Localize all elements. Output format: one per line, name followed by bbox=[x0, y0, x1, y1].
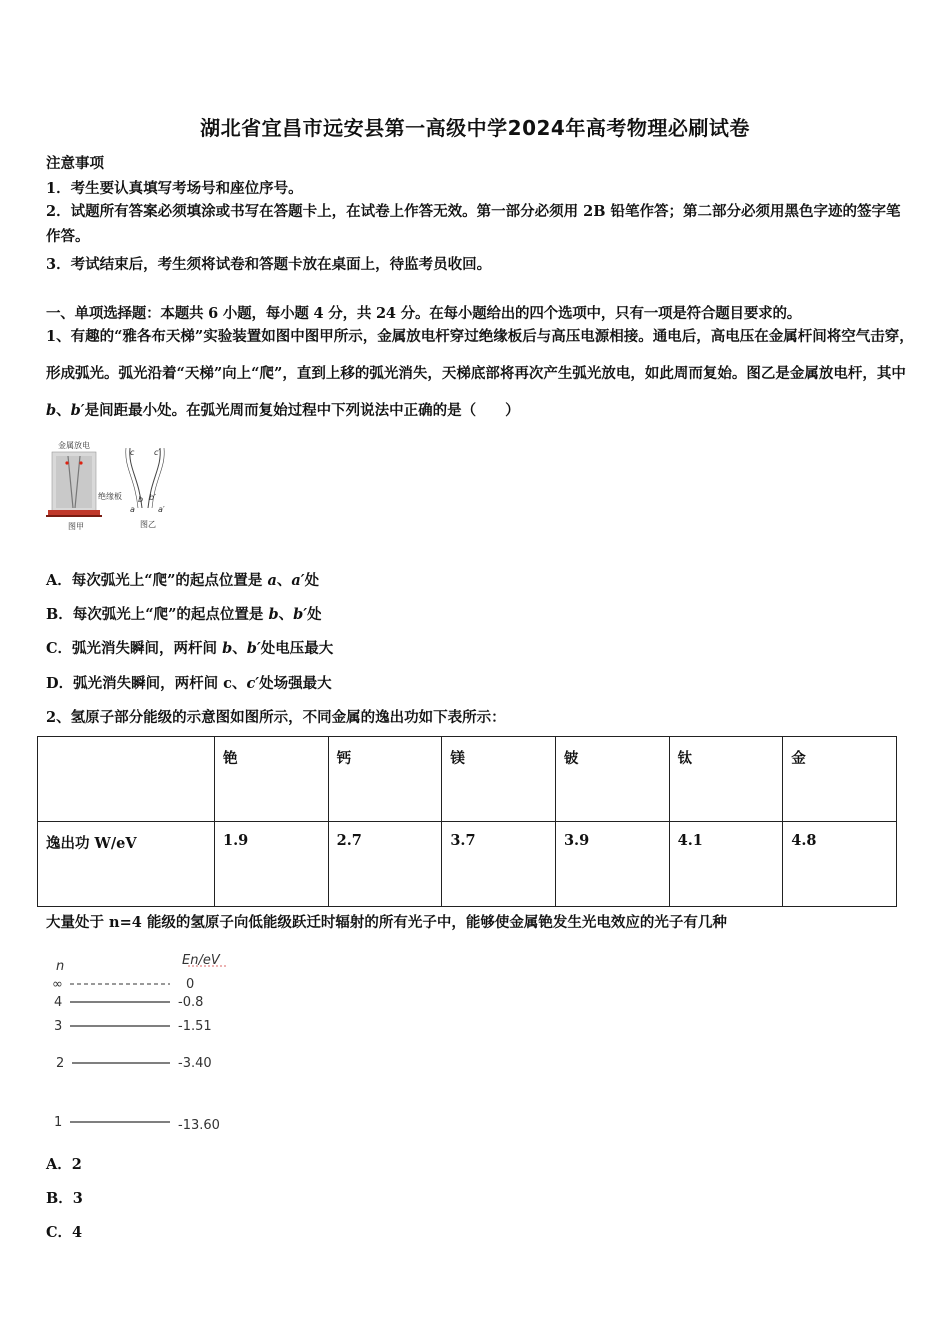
q1-option-d-text: D．弧光消失瞬间，两杆间 bbox=[46, 675, 224, 692]
label-c: c bbox=[130, 448, 135, 457]
q1-sep: 、 bbox=[56, 402, 71, 419]
level-n-1: 1 bbox=[54, 1115, 63, 1130]
q1-option-d-var2: c′ bbox=[246, 675, 260, 692]
table-row-label: 逸出功 W/eV bbox=[38, 822, 215, 907]
notice-item-1: 1．考生要认真填写考场号和座位序号。 bbox=[46, 180, 303, 197]
q1-option-d[interactable] bbox=[46, 672, 332, 693]
label-cprime: c′ bbox=[154, 448, 161, 457]
label-metal-rod: 金属放电 bbox=[58, 441, 90, 450]
notice-item-2: 2．试题所有答案必须填涂或书写在答题卡上，在试卷上作答无效。第一部分必须用 2B 铅笔作答；第二部分必须用黑色字迹的签字笔作答。 bbox=[46, 203, 901, 245]
spark-left bbox=[65, 461, 68, 464]
q1-option-c-text: C．弧光消失瞬间，两杆间 bbox=[46, 640, 223, 657]
table-cell: 4.1 bbox=[669, 822, 783, 907]
q1-option-c-post: 处电压最大 bbox=[260, 640, 334, 657]
section-heading: 一、单项选择题：本题共 6 小题，每小题 4 分，共 24 分。在每小题给出的四个选项中，只有一项是符合题目要求的。 bbox=[46, 305, 802, 322]
level-e-2: -3.40 bbox=[178, 1056, 212, 1071]
q1-option-a-var1: a bbox=[267, 572, 277, 589]
table-cell: 4.8 bbox=[783, 822, 897, 907]
label-aprime: a′ bbox=[158, 505, 165, 514]
table-header-cell: 金 bbox=[783, 737, 897, 822]
table-header-cell: 钛 bbox=[669, 737, 783, 822]
label-a: a bbox=[130, 505, 135, 514]
q1-option-a[interactable] bbox=[46, 569, 319, 590]
q1-var-b: b bbox=[46, 402, 57, 419]
q1-option-d-post: 处场强最大 bbox=[259, 675, 332, 692]
label-bprime: b′ bbox=[149, 493, 156, 502]
q1-option-c[interactable] bbox=[46, 637, 333, 658]
apparatus-inner bbox=[56, 456, 92, 508]
q1-option-b-text: B．每次弧光上“爬”的起点位置是 bbox=[46, 606, 269, 623]
level-e-4: -0.8 bbox=[178, 995, 204, 1010]
q1-option-c-var2: b′ bbox=[246, 640, 261, 657]
q1-option-c-var1: b bbox=[222, 640, 233, 657]
q1-option-b-sep: 、 bbox=[278, 606, 294, 623]
table-header-cell bbox=[38, 737, 215, 822]
q1-option-d-var1: c bbox=[223, 675, 232, 692]
table-header-row bbox=[38, 737, 897, 822]
table-header-cell: 铍 bbox=[555, 737, 669, 822]
jacobs-ladder-figure bbox=[44, 438, 174, 536]
level-n-inf: ∞ bbox=[52, 977, 63, 992]
level-n-2: 2 bbox=[56, 1056, 65, 1071]
rod-yi-left-outline bbox=[126, 448, 138, 508]
q1-text-part-a: 1、有趣的“雅各布天梯”实验装置如图中图甲所示，金属放电杆穿过绝缘板后与高压电源相接。通电后，高电压在金属杆间将空气击穿，形成弧光。弧光沿着“天梯”向上“爬”，直到上移的弧光消失，天梯底部将再次产生弧光放电，如此周而复始。图乙是金属放电杆，其中 bbox=[46, 328, 914, 382]
table-header-cell: 镁 bbox=[442, 737, 556, 822]
q1-var-bprime: b′ bbox=[70, 402, 85, 419]
table-row bbox=[38, 822, 897, 907]
q1-option-b-post: 处 bbox=[307, 606, 322, 623]
q1-option-d-sep: 、 bbox=[231, 675, 247, 692]
q1-option-b-var2: b′ bbox=[293, 606, 308, 623]
level-e-3: -1.51 bbox=[178, 1019, 212, 1034]
notice-item-3: 3．考试结束后，考生须将试卷和答题卡放在桌面上，待监考员收回。 bbox=[46, 256, 492, 273]
label-figure-yi: 图乙 bbox=[140, 520, 156, 529]
level-e-1: -13.60 bbox=[178, 1118, 220, 1133]
q2-option-a[interactable]: A．2 bbox=[46, 1156, 82, 1173]
q1-option-c-sep: 、 bbox=[232, 640, 247, 657]
notice-heading: 注意事项 bbox=[46, 155, 104, 172]
q2-option-b[interactable]: B．3 bbox=[46, 1190, 83, 1207]
page-title: 湖北省宜昌市远安县第一高级中学2024年高考物理必刷试卷 bbox=[200, 116, 750, 140]
q1-option-a-var2: a′ bbox=[291, 572, 305, 589]
table-cell: 3.9 bbox=[555, 822, 669, 907]
spark-right bbox=[79, 461, 82, 464]
table-cell: 1.9 bbox=[215, 822, 329, 907]
work-function-table bbox=[37, 736, 897, 907]
question-2-text: 大量处于 n=4 能级的氢原子向低能级跃迁时辐射的所有光子中，能够使金属铯发生光电效应的光子有几种 bbox=[46, 914, 727, 931]
axis-energy-label: En/eV bbox=[182, 953, 220, 968]
q1-option-a-post: 处 bbox=[304, 572, 320, 589]
label-figure-jia: 图甲 bbox=[68, 522, 84, 531]
table-header-cell: 钙 bbox=[328, 737, 442, 822]
axis-n-label: n bbox=[56, 959, 65, 974]
q1-option-a-sep: 、 bbox=[276, 572, 292, 589]
energy-level-diagram bbox=[46, 948, 246, 1138]
label-b: b bbox=[138, 495, 144, 504]
q1-text-part-b: 是间距最小处。在弧光周而复始过程中下列说法中正确的是（ ） bbox=[84, 402, 520, 419]
question-2-intro: 2、氢原子部分能级的示意图如图所示，不同金属的逸出功如下表所示： bbox=[46, 709, 506, 726]
level-n-4: 4 bbox=[54, 995, 63, 1010]
q1-option-b[interactable] bbox=[46, 603, 322, 624]
table-header-cell: 铯 bbox=[215, 737, 329, 822]
table-cell: 2.7 bbox=[328, 822, 442, 907]
q1-option-b-var1: b bbox=[268, 606, 279, 623]
board-base bbox=[46, 515, 102, 517]
level-e-inf: 0 bbox=[186, 977, 195, 992]
q2-option-c[interactable]: C．4 bbox=[46, 1224, 83, 1241]
question-1-text bbox=[46, 318, 916, 429]
label-insulating-board: 绝缘板 bbox=[98, 492, 122, 501]
q1-option-a-text: A．每次弧光上“爬”的起点位置是 bbox=[46, 572, 268, 589]
level-n-3: 3 bbox=[54, 1019, 63, 1034]
table-cell: 3.7 bbox=[442, 822, 556, 907]
